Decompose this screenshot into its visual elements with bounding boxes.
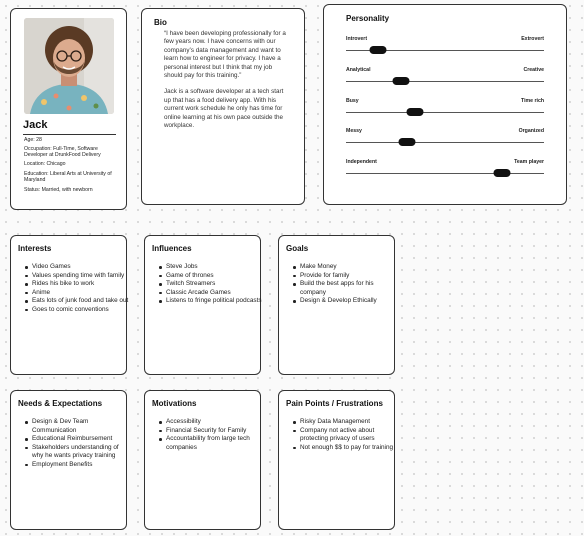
bio-description: Jack is a software developer at a tech start up that has a food delivery app. With his current work schedule he only has time for online learning at his own pace outside the workplace. bbox=[164, 88, 284, 130]
trait-left-label: Independent bbox=[346, 159, 377, 165]
name-divider bbox=[23, 134, 116, 135]
list-item: Steve Jobs bbox=[166, 263, 265, 272]
trait-track bbox=[346, 81, 544, 82]
list-item: Classic Arcade Games bbox=[166, 289, 265, 298]
trait-knob[interactable] bbox=[399, 138, 416, 146]
pain-points-card bbox=[278, 390, 395, 530]
trait-track bbox=[346, 173, 544, 174]
list-item: Make Money bbox=[300, 263, 399, 272]
trait-right-label: Extrovert bbox=[521, 36, 544, 42]
list-item: Employment Benefits bbox=[32, 461, 131, 470]
trait-slider bbox=[346, 67, 544, 91]
profile-location: Location: Chicago bbox=[24, 161, 66, 167]
list-item: Provide for family bbox=[300, 272, 399, 281]
list-item: Values spending time with family bbox=[32, 272, 131, 281]
list-item: Not enough $$ to pay for training bbox=[300, 444, 399, 453]
profile-name: Jack bbox=[23, 119, 48, 131]
trait-right-label: Team player bbox=[514, 159, 544, 165]
list-item: Twitch Streamers bbox=[166, 280, 265, 289]
trait-right-label: Time rich bbox=[521, 98, 544, 104]
interests-card bbox=[10, 235, 127, 375]
list-item: Design & Develop Ethically bbox=[300, 297, 399, 306]
list-item: Goes to comic conventions bbox=[32, 306, 131, 315]
trait-left-label: Introvert bbox=[346, 36, 368, 42]
list-item: Build the best apps for his company bbox=[300, 280, 399, 297]
bio-quote: “I have been developing professionally for a few years now. I have concerns with our company’s data management and want to learn how to engineer for privacy. I have a personal interest but I think that my job should pay for this training.” bbox=[164, 30, 286, 80]
profile-education: Education: Liberal Arts at University of Maryland bbox=[24, 171, 112, 184]
trait-right-label: Creative bbox=[523, 67, 544, 73]
influences-list bbox=[154, 263, 265, 306]
list-item: Risky Data Management bbox=[300, 418, 399, 427]
list-item: Accountability from large tech companies bbox=[166, 435, 265, 452]
influences-card bbox=[144, 235, 261, 375]
influences-title: Influences bbox=[152, 244, 192, 253]
list-item: Rides his bike to work bbox=[32, 280, 131, 289]
list-item: Eats lots of junk food and take out bbox=[32, 297, 131, 306]
list-item: Anime bbox=[32, 289, 131, 298]
trait-left-label: Busy bbox=[346, 98, 359, 104]
list-item: Design & Dev Team Communication bbox=[32, 418, 131, 435]
list-item: Company not active about protecting privacy of users bbox=[300, 427, 399, 444]
personality-title: Personality bbox=[346, 14, 390, 23]
list-item: Listens to fringe political podcasts bbox=[166, 297, 265, 306]
profile-status: Status: Married, with newborn bbox=[24, 187, 93, 193]
trait-knob[interactable] bbox=[369, 46, 386, 54]
trait-knob[interactable] bbox=[393, 77, 410, 85]
trait-slider bbox=[346, 36, 544, 60]
trait-knob[interactable] bbox=[407, 108, 424, 116]
profile-age: Age: 28 bbox=[24, 137, 42, 143]
bio-card bbox=[141, 8, 305, 205]
trait-left-label: Messy bbox=[346, 128, 362, 134]
motivations-title: Motivations bbox=[152, 399, 197, 408]
goals-list bbox=[288, 263, 399, 306]
list-item: Video Games bbox=[32, 263, 131, 272]
motivations-card bbox=[144, 390, 261, 530]
profile-occupation: Occupation: Full-Time, Software Developer at DrunkFood Delivery bbox=[24, 146, 101, 159]
trait-slider bbox=[346, 128, 544, 152]
list-item: Stakeholders understanding of why he wants privacy training bbox=[32, 444, 131, 461]
interests-list bbox=[20, 263, 131, 315]
needs-card bbox=[10, 390, 127, 530]
trait-slider bbox=[346, 98, 544, 122]
needs-title: Needs & Expectations bbox=[18, 399, 103, 408]
goals-card bbox=[278, 235, 395, 375]
list-item: Financial Security for Family bbox=[166, 427, 265, 436]
trait-track bbox=[346, 112, 544, 113]
trait-track bbox=[346, 142, 544, 143]
profile-card bbox=[10, 8, 127, 210]
personality-card bbox=[323, 4, 567, 205]
pain-points-title: Pain Points / Frustrations bbox=[286, 399, 383, 408]
list-item: Game of thrones bbox=[166, 272, 265, 281]
motivations-list bbox=[154, 418, 265, 452]
profile-photo bbox=[24, 18, 114, 114]
bio-title: Bio bbox=[154, 18, 167, 27]
avatar-illustration bbox=[24, 18, 114, 114]
list-item: Educational Reimbursement bbox=[32, 435, 131, 444]
list-item: Accessibility bbox=[166, 418, 265, 427]
goals-title: Goals bbox=[286, 244, 309, 253]
trait-knob[interactable] bbox=[494, 169, 511, 177]
pain-points-list bbox=[288, 418, 399, 452]
trait-slider bbox=[346, 159, 544, 183]
interests-title: Interests bbox=[18, 244, 52, 253]
trait-left-label: Analytical bbox=[346, 67, 371, 73]
trait-right-label: Organized bbox=[518, 128, 544, 134]
needs-list bbox=[20, 418, 131, 470]
bio-text bbox=[164, 30, 292, 138]
